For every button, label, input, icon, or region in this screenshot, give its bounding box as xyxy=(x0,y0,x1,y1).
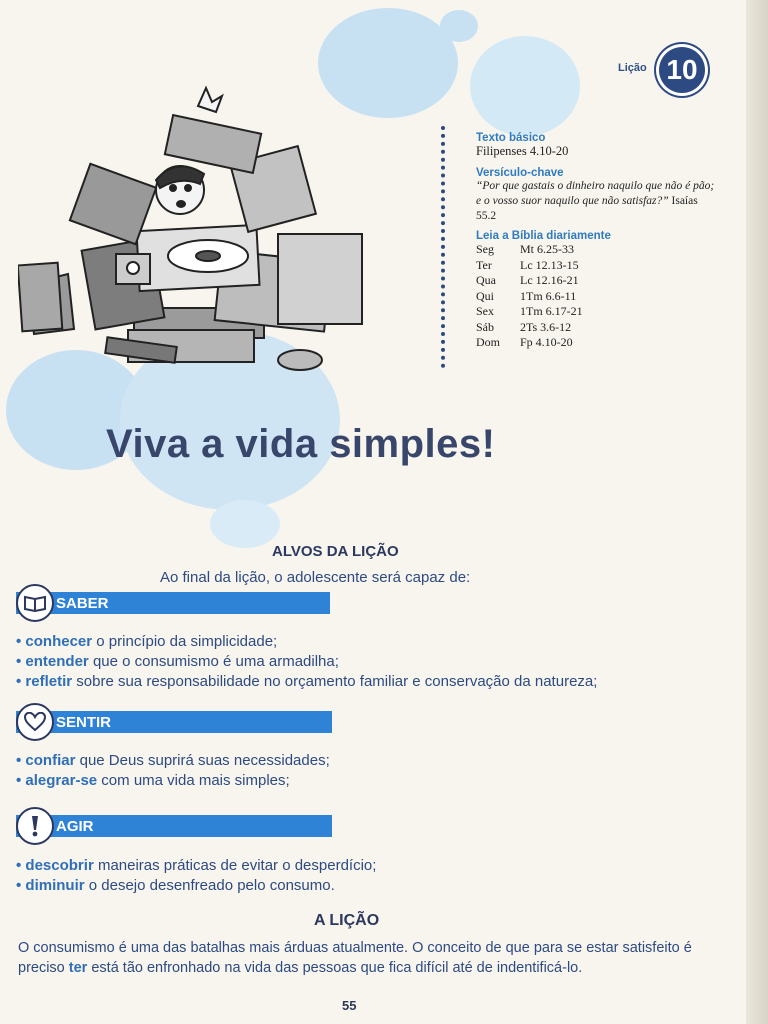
reading-ref: 2Ts 3.6-12 xyxy=(520,319,572,334)
reading-ref: Mt 6.25-33 xyxy=(520,242,574,256)
sentir-list xyxy=(16,751,716,791)
texto-basico-ref: Filipenses 4.10-20 xyxy=(476,144,569,158)
reading-row xyxy=(476,304,716,320)
list-item: • confiar que Deus suprirá suas necessidades; xyxy=(16,751,716,771)
heart-icon xyxy=(16,703,54,741)
list-item: • diminuir o desejo desenfreado pelo consumo. xyxy=(16,876,716,896)
reading-day: Qua xyxy=(476,273,496,287)
versiculo-heading: Versículo-chave xyxy=(476,167,564,179)
list-item: • refletir sobre sua responsabilidade no orçamento familiar e conservação da natureza; xyxy=(16,672,716,692)
saber-list xyxy=(16,632,716,692)
decor-bubble xyxy=(210,500,280,548)
book-icon xyxy=(16,584,54,622)
reading-day: Sáb xyxy=(476,319,494,334)
lesson-info-panel xyxy=(476,132,716,351)
shopping-pile-illustration xyxy=(18,84,364,384)
reading-list xyxy=(476,242,716,351)
lesson-title: Viva a vida simples! xyxy=(106,422,496,466)
reading-row xyxy=(476,320,716,336)
list-item: • alegrar-se com uma vida mais simples; xyxy=(16,771,716,791)
reading-ref: 1Tm 6.17-21 xyxy=(520,304,583,318)
para-text: O consumismo é uma das batalhas mais árduas atualmente. O conceito de que para se estar satisfeito é preciso xyxy=(18,940,692,976)
reading-day: Seg xyxy=(476,242,494,256)
decor-bubble xyxy=(440,10,478,42)
reading-day: Ter xyxy=(476,257,492,272)
reading-day: Sex xyxy=(476,304,494,318)
agir-list xyxy=(16,856,716,896)
list-item: • descobrir maneiras práticas de evitar o desperdício; xyxy=(16,856,716,876)
versiculo-quote: “Por que gastais o dinheiro naquilo que não é pão; e o vosso suor naquilo que não satisfaz?” xyxy=(476,180,715,207)
para-text: está tão enfronhado na vida das pessoas que fica difícil até de indentificá-lo. xyxy=(87,960,583,976)
versiculo-ref: Isaías 55.2 xyxy=(476,195,698,222)
reading-ref: 1Tm 6.6-11 xyxy=(520,288,577,303)
reading-ref: Lc 12.13-15 xyxy=(520,257,579,272)
saber-bar xyxy=(16,592,330,614)
agir-label: AGIR xyxy=(56,817,94,835)
reading-ref: Lc 12.16-21 xyxy=(520,273,579,287)
sentir-bar xyxy=(16,711,332,733)
list-item: • entender que o consumismo é uma armadilha; xyxy=(16,652,716,672)
reading-row xyxy=(476,242,716,258)
texto-basico-heading: Texto básico xyxy=(476,132,546,144)
licao-heading: A LIÇÃO xyxy=(314,912,380,929)
reading-day: Dom xyxy=(476,335,500,349)
reading-row xyxy=(476,273,716,289)
decor-bubble xyxy=(470,36,580,136)
page-number: 55 xyxy=(342,998,357,1013)
agir-bar xyxy=(16,815,332,837)
goals-subtitle: Ao final da lição, o adolescente será capaz de: xyxy=(160,569,471,586)
reading-day: Qui xyxy=(476,288,494,303)
licao-label: Lição xyxy=(618,62,647,74)
saber-label: SABER xyxy=(56,594,109,612)
dotted-divider xyxy=(441,126,445,368)
goals-heading: ALVOS DA LIÇÃO xyxy=(272,543,399,560)
reading-row xyxy=(476,335,716,351)
reading-ref: Fp 4.10-20 xyxy=(520,335,573,349)
page-edge xyxy=(746,0,768,1024)
sentir-label: SENTIR xyxy=(56,713,112,731)
reading-row xyxy=(476,289,716,305)
reading-row xyxy=(476,258,716,274)
exclamation-icon xyxy=(16,807,54,845)
para-bold: ter xyxy=(68,960,88,976)
list-item: • conhecer o princípio da simplicidade; xyxy=(16,632,716,652)
versiculo-text xyxy=(476,179,716,224)
licao-number-badge: 10 xyxy=(656,44,708,96)
lesson-paragraph xyxy=(18,938,708,978)
leia-heading: Leia a Bíblia diariamente xyxy=(476,230,611,242)
